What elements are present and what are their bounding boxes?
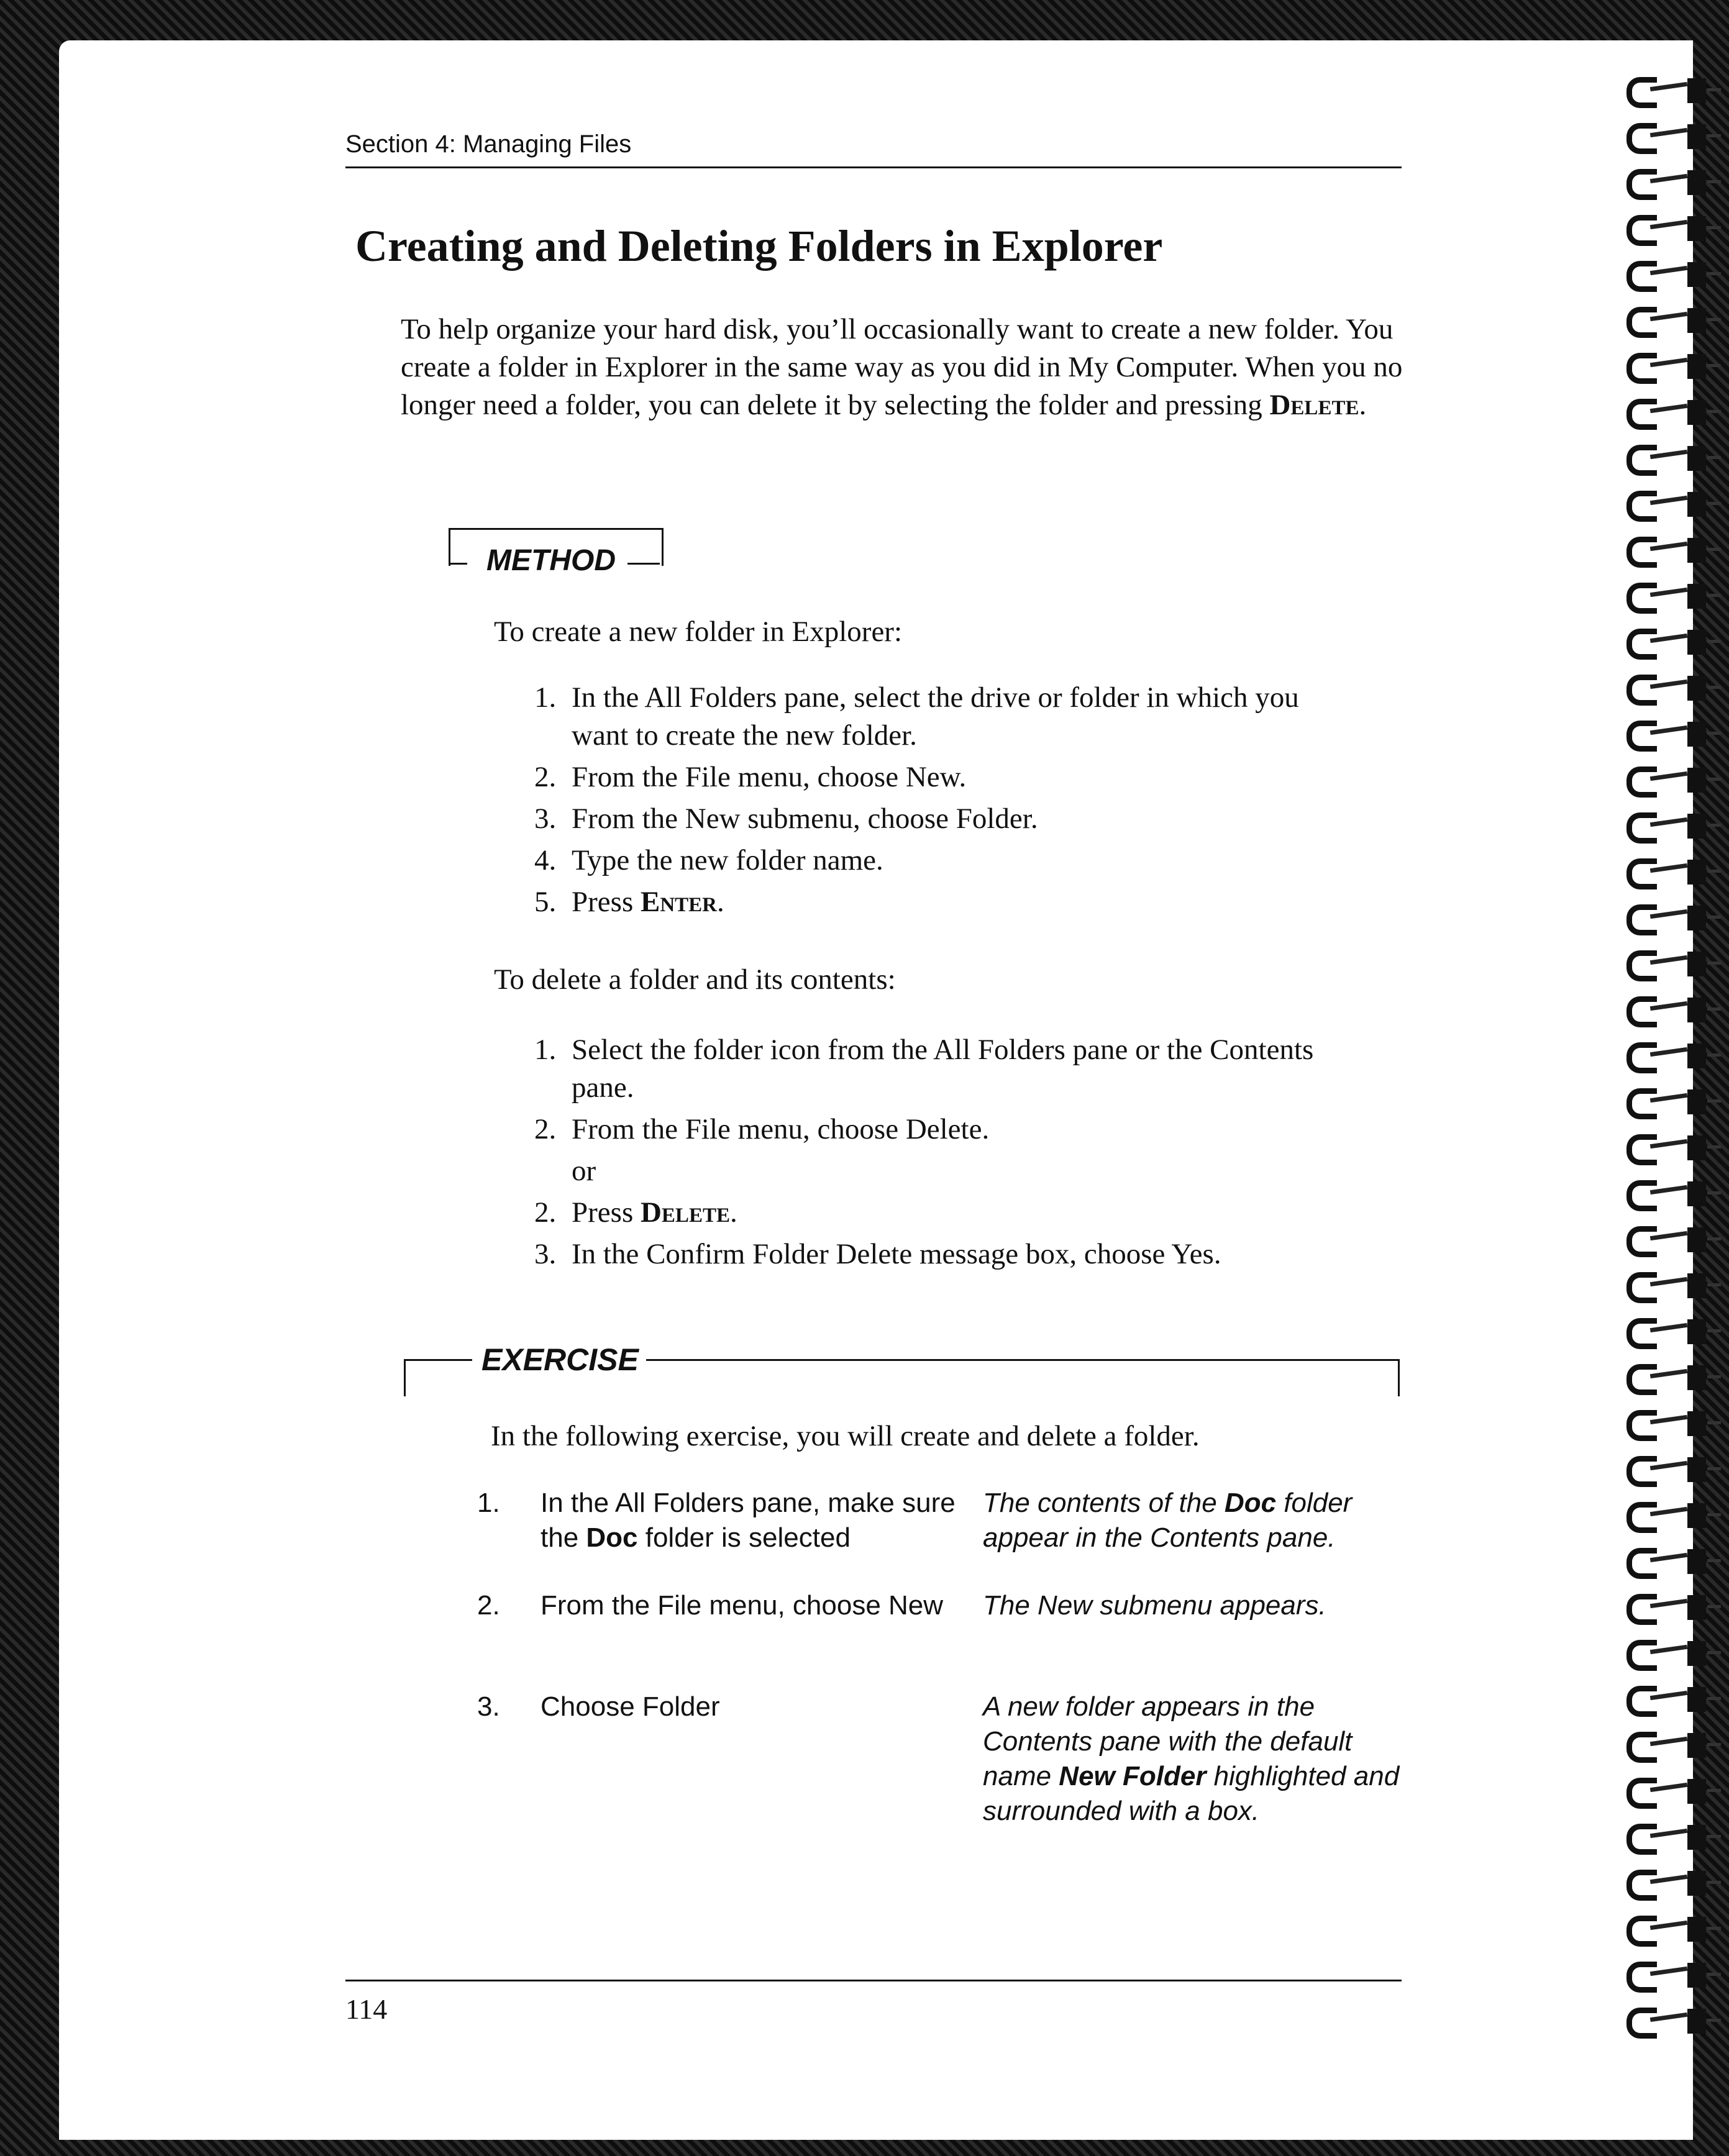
binding-coil-icon [1608,488,1720,519]
step-text: Press Enter. [572,886,724,918]
exercise-label: EXERCISE [481,1342,639,1377]
binding-coil-icon [1608,764,1720,795]
binding-coil-icon [1608,1086,1720,1117]
exercise-step-action: From the File menu, choose New [541,1590,944,1621]
delete-folder-lead: To delete a folder and its contents: [494,963,896,996]
step-text: From the File menu, choose Delete. [572,1113,990,1145]
exercise-step-number: 3. [477,1691,500,1722]
binding-coil-icon [1608,1959,1720,1990]
step-number: 4. [534,844,557,876]
binding-coil-icon [1608,121,1720,152]
step-text: Type the new folder name. [572,844,883,876]
step-text: or [572,1155,596,1187]
binding-coil-icon [1608,856,1720,887]
step-number: 3. [534,1238,557,1270]
step-text: Select the folder icon from the All Folders pane or the Contents pane. [572,1034,1314,1104]
binding-coil-icon [1608,1132,1720,1163]
key-name-text: Delete [640,1196,730,1229]
binding-coil-icon [1608,1913,1720,1944]
exercise-step-action: In the All Folders pane, make sure the Doc folder is selected [541,1488,956,1553]
emphasis-text: Doc [586,1522,638,1553]
binding-coil-icon [1608,1867,1720,1898]
binding-coil-icon [1608,718,1720,749]
binding-coil-icon [1608,396,1720,427]
binding-coil-icon [1608,350,1720,381]
binding-coil-icon [1608,580,1720,611]
binding-coil-icon [1608,1178,1720,1209]
step-number: 3. [534,803,557,835]
binding-coil-icon [1608,1224,1720,1255]
binding-coil-icon [1608,994,1720,1025]
emphasis-text: Doc [1224,1488,1277,1518]
method-frame-tick [449,563,467,565]
binding-coil-icon [1608,1362,1720,1393]
exercise-step-result: The contents of the Doc folder appear in the Contents pane. [983,1488,1353,1553]
binding-coil-icon [1608,1270,1720,1301]
binding-coil-icon [1608,534,1720,565]
footer-rule [345,1980,1402,1981]
binding-coil-icon [1608,258,1720,289]
spiral-binding [1608,75,1726,2124]
exercise-step-number: 1. [477,1488,500,1518]
page-title: Creating and Deleting Folders in Explorer [355,221,1163,271]
binding-coil-icon [1608,1729,1720,1760]
binding-coil-icon [1608,810,1720,841]
step-text: Press Delete. [572,1196,737,1229]
page-number: 114 [345,1993,388,2025]
step-number: 5. [534,886,557,918]
step-text: In the Confirm Folder Delete message box, choose Yes. [572,1238,1221,1270]
step-text: From the New submenu, choose Folder. [572,803,1038,835]
binding-coil-icon [1608,948,1720,979]
delete-key-text: Delete [1269,389,1359,421]
intro-paragraph: To help organize your hard disk, you’ll occasionally want to create a new folder. You create a folder in Explorer in the same way as you did in My Computer. When you no longer need a folder, you can delete it by selecting the folder and pressing Delete. [401,313,1403,421]
binding-coil-icon [1608,1408,1720,1439]
binding-coil-icon [1608,304,1720,335]
step-number: 2. [534,1113,557,1145]
method-label: METHOD [486,544,616,577]
binding-coil-icon [1608,2005,1720,2036]
binding-coil-icon [1608,1591,1720,1622]
header-rule [345,166,1402,168]
binding-coil-icon [1608,902,1720,933]
exercise-step-number: 2. [477,1590,500,1621]
binding-coil-icon [1608,1316,1720,1347]
exercise-frame-left [404,1359,406,1396]
step-number: 1. [534,1034,557,1066]
key-name-text: Enter [640,886,718,918]
binding-coil-icon [1608,212,1720,243]
method-frame-tick [627,563,660,565]
exercise-step-result: A new folder appears in the Contents pane with the default name New Folder highlighted and surrounded with a box. [983,1691,1400,1826]
step-text: From the File menu, choose New. [572,761,967,793]
binding-coil-icon [1608,1637,1720,1668]
step-number: 2. [534,761,557,793]
exercise-frame-right [1398,1359,1400,1396]
step-number: 1. [534,681,557,714]
binding-coil-icon [1608,1775,1720,1806]
binding-coil-icon [1608,166,1720,198]
emphasis-text: New Folder [1059,1761,1207,1791]
binding-coil-icon [1608,1040,1720,1071]
running-head: Section 4: Managing Files [345,130,632,158]
create-folder-lead: To create a new folder in Explorer: [494,616,903,648]
binding-coil-icon [1608,1545,1720,1576]
step-text: In the All Folders pane, select the drive or folder in which you want to create the new folder. [572,681,1299,752]
binding-coil-icon [1608,75,1720,106]
exercise-intro: In the following exercise, you will create and delete a folder. [491,1420,1200,1452]
binding-coil-icon [1608,1499,1720,1531]
binding-coil-icon [1608,442,1720,473]
exercise-step-action: Choose Folder [541,1691,720,1722]
binding-coil-icon [1608,672,1720,703]
binding-coil-icon [1608,1821,1720,1852]
binding-coil-icon [1608,1683,1720,1714]
binding-coil-icon [1608,1453,1720,1485]
binding-coil-icon [1608,626,1720,657]
step-number: 2. [534,1196,557,1229]
exercise-step-result: The New submenu appears. [983,1590,1326,1621]
